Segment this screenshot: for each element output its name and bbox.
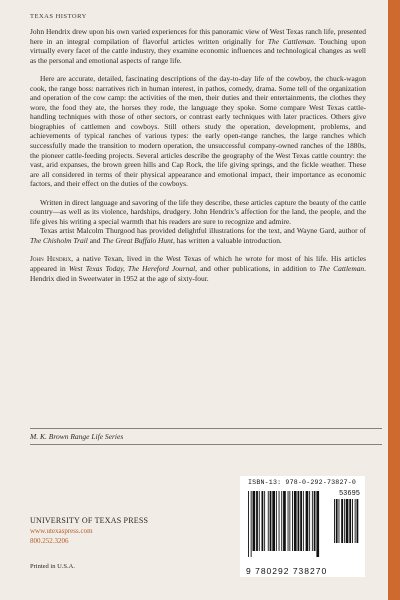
author-note xyxy=(30,254,366,283)
barcode-bar xyxy=(264,491,265,551)
barcode-bar xyxy=(272,491,275,551)
price-code: 53695 xyxy=(338,490,360,498)
author-text-a: , a native Texan, lived in the West Texas of which he wrote for most of his life. His articles appeared in xyxy=(30,254,366,274)
barcode-bar xyxy=(316,491,319,557)
barcode-bar xyxy=(312,491,313,551)
description-paragraph-2: Here are accurate, detailed, fascinating descriptions of the day-to-day life of the cowboy, the chuck-wagon cook, the range boss: narratives rich in human interest, in pathos, comedy, drama. Some tell of the organization and operation of the cow camp: the activities of the men, their duties and their entertainments, the clothes they wore, the food they ate, the horses they rode, the language they spoke. Some compare West Texas cattle-handling techniques with those of other sectors, or contrast early techniques with later practices. Others give biographies of cattlemen and cowboys. Still others study the operation, development, problems, and achievements of typical ranches of various types: the early open-range ranches, the large ranches which successfully made the transition to modern operation, the unsuccessful company-owned ranches of the 1880s, the pioneer cattle-feeding projects. Several articles describe the geography of the West Texas cattle country: the vast, arid expanses, the brown green hills and Cap Rock, the life giving springs, and the fickle weather. These are all considered in terms of their physical appearance and emotional impact, their importance as economic factors, and their effect on the duties of the cowboys. xyxy=(30,74,366,189)
barcode-bar xyxy=(276,491,277,551)
author-name: John Hendrix xyxy=(30,254,72,264)
p1-title-cattleman: The Cattleman xyxy=(267,36,314,46)
divider-bottom xyxy=(30,444,382,445)
barcode-bar xyxy=(288,491,289,551)
barcode-addon-bar xyxy=(344,499,345,543)
barcode-bar xyxy=(289,491,290,551)
barcode-bar xyxy=(294,491,297,551)
divider-top xyxy=(30,428,382,429)
p4-title-chisholm: The Chisholm Trail xyxy=(30,235,88,245)
barcode-bar xyxy=(292,491,293,551)
p4-text-c: , has written a valuable introduction. xyxy=(172,235,282,245)
barcode-addon-bar xyxy=(352,499,353,543)
publisher-phone: 800.252.3206 xyxy=(30,537,69,545)
barcode-bar xyxy=(306,491,309,551)
barcode-bar xyxy=(298,491,300,551)
barcode-bar xyxy=(248,491,249,557)
back-cover-description xyxy=(30,27,366,283)
barcode-addon-bar xyxy=(341,499,343,543)
p4-text-a: Texas artist Malcolm Thurgood has provided delightful illustrations for the text, and Wayne Gard, author of xyxy=(40,226,366,236)
author-text-c: . Hendrix died in Sweetwater in 1952 at the age of sixty-four. xyxy=(30,264,366,283)
series-label: TEXAS HISTORY xyxy=(30,13,87,20)
description-paragraph-1 xyxy=(30,27,366,65)
barcode-bar xyxy=(314,491,316,551)
publisher-url[interactable]: www.utexaspress.com xyxy=(30,527,93,535)
author-title-cattleman: The Cattleman xyxy=(318,264,365,274)
barcode-addon-bar xyxy=(339,499,340,543)
p1-text-a: John Hendrix drew upon his own varied experiences for this panoramic view of West Texas ranch life, presented here in an integral compilation of flavorful articles written originally for xyxy=(30,27,366,46)
barcode-bar xyxy=(309,491,310,551)
barcode-addon-bar xyxy=(336,499,338,543)
series-name: M. K. Brown Range Life Series xyxy=(30,432,124,441)
barcode-bar xyxy=(283,491,286,551)
barcode-addon-bar xyxy=(355,499,356,543)
barcode-bar xyxy=(270,491,272,551)
barcode-addon-bar xyxy=(357,499,359,543)
barcode-bar xyxy=(259,491,260,551)
isbn-label: ISBN-13: 978-0-292-73827-0 xyxy=(248,479,357,486)
barcode-addon-bar xyxy=(334,499,335,543)
barcode-bar xyxy=(300,491,302,551)
printed-in-label: Printed in U.S.A. xyxy=(30,563,75,570)
publisher-name: UNIVERSITY OF TEXAS PRESS xyxy=(30,516,149,525)
barcode-bar xyxy=(251,491,252,557)
barcode-bars-icon xyxy=(240,489,365,565)
p1-text-b: . Touching upon virtually every facet of the cattle industry, they examine economic influences and technological changes as well as the personal and emotional aspects of range life. xyxy=(30,36,366,65)
barcode-bar xyxy=(253,491,256,551)
orange-edge-stripe xyxy=(388,0,400,600)
p4-title-buffalo: The Great Buffalo Hunt xyxy=(102,235,173,245)
description-paragraph-4 xyxy=(30,226,366,245)
barcode-bar xyxy=(303,491,304,551)
barcode-addon-bar xyxy=(349,499,351,543)
barcode-bar xyxy=(281,491,282,551)
ean-digits: 9 780292 738270 xyxy=(246,566,328,576)
isbn-barcode xyxy=(240,476,365,577)
author-publications: West Texas Today, The Hereford Journal xyxy=(68,264,196,274)
description-paragraph-3: Written in direct language and savoring of the life they describe, these articles capture the beauty of the cattle country—as well as its violence, hardships, drudgery. John Hendrix’s affection for the land, the people, and the life gives his writing a special warmth that his readers are sure to recognize and admire. xyxy=(30,197,366,226)
barcode-addon-bar xyxy=(346,499,349,543)
barcode-bar xyxy=(256,491,258,551)
barcode-bar xyxy=(262,491,264,551)
barcode-bar xyxy=(268,491,269,551)
barcode-bar xyxy=(279,491,280,551)
author-text-b: , and other publications, in addition to xyxy=(195,264,319,274)
p4-text-b: and xyxy=(87,235,103,245)
